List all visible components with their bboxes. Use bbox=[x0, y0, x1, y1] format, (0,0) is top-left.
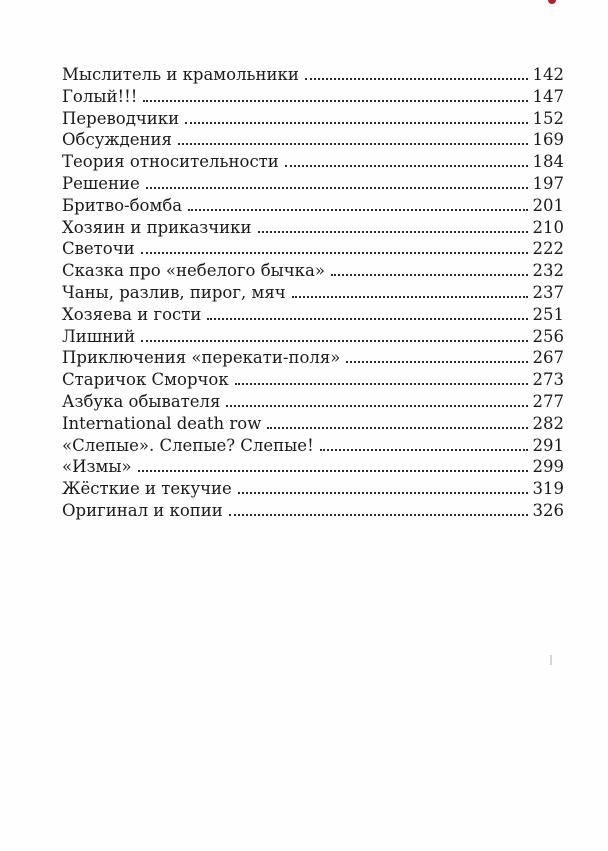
toc-entry-page: 222 bbox=[532, 239, 564, 259]
toc-entry-title: Решение bbox=[62, 173, 140, 193]
dot-leader bbox=[258, 231, 529, 233]
dot-leader bbox=[331, 274, 528, 276]
toc-entry-page: 210 bbox=[532, 217, 564, 237]
dot-leader bbox=[138, 470, 528, 472]
dot-leader bbox=[188, 209, 528, 211]
toc-entry-title: Обсуждения bbox=[62, 130, 172, 150]
toc-entry bbox=[62, 108, 564, 130]
toc-entry-page: 282 bbox=[532, 413, 564, 433]
toc-entry-page: 277 bbox=[532, 391, 564, 411]
toc-entry-page: 256 bbox=[532, 326, 564, 346]
toc-entry bbox=[62, 217, 564, 239]
dot-leader bbox=[185, 122, 528, 124]
toc-entry bbox=[62, 195, 564, 217]
toc-entry-page: 237 bbox=[532, 282, 564, 302]
toc-entry-title: Хозяева и гости bbox=[62, 304, 202, 324]
dot-leader bbox=[238, 492, 528, 494]
dot-leader bbox=[226, 405, 528, 407]
dot-leader bbox=[346, 361, 528, 363]
toc-entry-page: 147 bbox=[532, 86, 564, 106]
toc-entry-title: Старичок Сморчок bbox=[62, 370, 229, 390]
toc-entry-page: 152 bbox=[532, 108, 564, 128]
toc-entry-title: Бритво-бомба bbox=[62, 195, 183, 215]
toc-entry-title: International death row bbox=[62, 413, 262, 433]
toc-entry bbox=[62, 173, 564, 195]
toc-entry-title: Сказка про «небелого бычка» bbox=[62, 261, 325, 281]
toc-entry-page: 267 bbox=[532, 348, 564, 368]
toc-entry-title: Хозяин и приказчики bbox=[62, 217, 252, 237]
toc-entry-title: Жёсткие и текучие bbox=[62, 479, 232, 499]
dot-leader bbox=[178, 143, 528, 145]
toc-entry bbox=[62, 64, 564, 86]
toc-entry-title: Голый!!! bbox=[62, 86, 138, 106]
dot-leader bbox=[267, 427, 528, 429]
toc-entry-title: Азбука обывателя bbox=[62, 391, 221, 411]
bookmark-ribbon-edge bbox=[548, 0, 556, 4]
table-of-contents bbox=[62, 64, 564, 522]
toc-entry bbox=[62, 369, 564, 391]
toc-entry bbox=[62, 151, 564, 173]
toc-entry-title: «Слепые». Слепые? Слепые! bbox=[62, 435, 314, 455]
toc-entry-title: Мыслитель и крамольники bbox=[62, 65, 299, 84]
toc-entry bbox=[62, 391, 564, 413]
dot-leader bbox=[143, 100, 528, 102]
toc-entry bbox=[62, 435, 564, 457]
toc-entry-title: Теория относительности bbox=[62, 152, 279, 172]
toc-entry bbox=[62, 304, 564, 326]
toc-entry-page: 326 bbox=[532, 500, 564, 520]
toc-entry-title: Переводчики bbox=[62, 108, 180, 128]
toc-entry bbox=[62, 456, 564, 478]
toc-entry-page: 232 bbox=[532, 261, 564, 281]
toc-entry bbox=[62, 413, 564, 435]
toc-entry-title: Приключения «перекати-поля» bbox=[62, 348, 341, 368]
toc-entry-title: Оригинал и копии bbox=[62, 500, 223, 520]
dot-leader bbox=[320, 449, 528, 451]
toc-entry-page: 319 bbox=[532, 479, 564, 499]
dot-leader bbox=[141, 340, 528, 342]
toc-entry-page: 291 bbox=[532, 435, 564, 455]
dot-leader bbox=[305, 78, 528, 80]
dot-leader bbox=[141, 252, 528, 254]
toc-entry bbox=[62, 500, 564, 522]
toc-entry bbox=[62, 86, 564, 108]
toc-entry-page: 299 bbox=[532, 457, 564, 477]
toc-entry-page: 273 bbox=[532, 370, 564, 390]
toc-entry bbox=[62, 347, 564, 369]
toc-entry bbox=[62, 129, 564, 151]
page-edge-mark bbox=[550, 655, 552, 665]
toc-entry-page: 251 bbox=[532, 304, 564, 324]
toc-entry-page: 197 bbox=[532, 173, 564, 193]
toc-entry-title: Лишний bbox=[62, 326, 136, 346]
toc-entry-page: 142 bbox=[532, 65, 564, 84]
toc-entry bbox=[62, 478, 564, 500]
dot-leader bbox=[229, 514, 528, 516]
toc-entry-title: «Измы» bbox=[62, 457, 132, 477]
toc-entry bbox=[62, 260, 564, 282]
toc-entry bbox=[62, 282, 564, 304]
dot-leader bbox=[292, 296, 528, 298]
toc-entry-page: 201 bbox=[532, 195, 564, 215]
toc-entry-page: 169 bbox=[532, 130, 564, 150]
dot-leader bbox=[235, 383, 528, 385]
toc-entry bbox=[62, 238, 564, 260]
dot-leader bbox=[146, 187, 528, 189]
toc-entry-page: 184 bbox=[532, 152, 564, 172]
toc-entry bbox=[62, 326, 564, 348]
dot-leader bbox=[207, 318, 528, 320]
toc-entry-title: Чаны, разлив, пирог, мяч bbox=[62, 282, 286, 302]
dot-leader bbox=[285, 165, 528, 167]
toc-entry-title: Светочи bbox=[62, 239, 135, 259]
